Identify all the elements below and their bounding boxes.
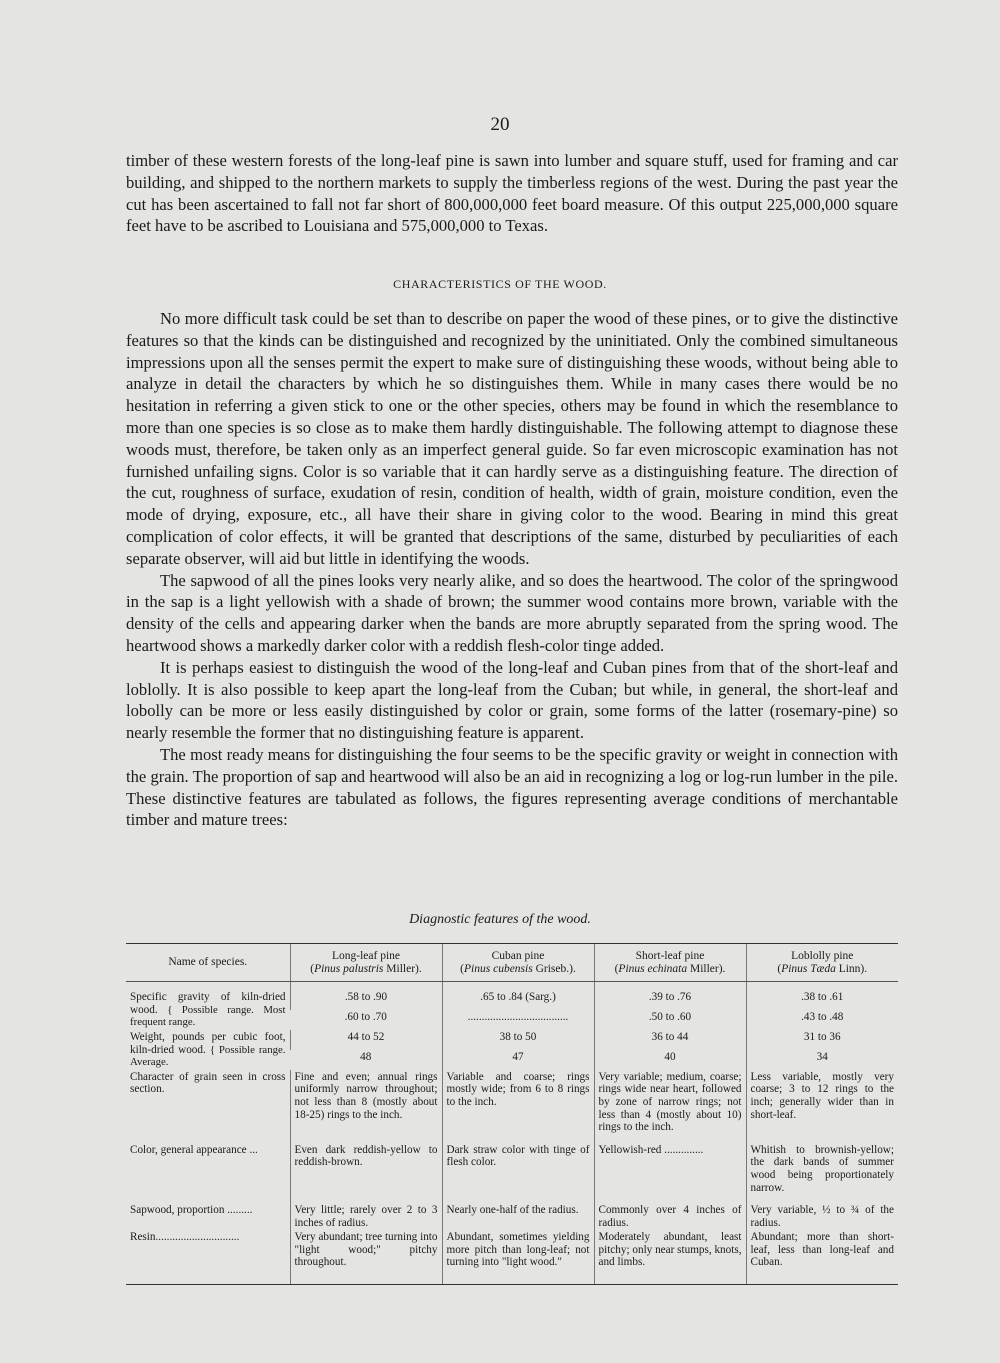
table-cell: Very variable, ½ to ¾ of the radius.	[746, 1203, 898, 1230]
table-cell: Whitish to brownish-yellow; the dark bands of summer wood being proportionately narrow.	[746, 1143, 898, 1195]
paragraph: It is perhaps easiest to distinguish the wood of the long-leaf and Cuban pines from that of the short-leaf and loblolly. It is also possible to keep apart the long-leaf from the Cuban; but while, in general, the short-leaf and lobolly can be more or less easily distinguished by color or grain, some forms of the latter (rosemary-pine) so nearly resemble the former that no distinguishing feature is apparent.	[126, 657, 898, 743]
table-cell: Nearly one-half of the radius.	[442, 1203, 594, 1230]
table-cell: .43 to .48	[746, 1010, 898, 1030]
table-row-grain	[126, 1070, 898, 1135]
row-label-grain: Character of grain seen in cross section.	[130, 1070, 286, 1096]
table-cell: Very abundant; tree turning into "light wood;" pitchy throughout.	[290, 1230, 442, 1270]
intro-paragraph	[126, 150, 898, 237]
table-cell: 38 to 50	[442, 1030, 594, 1050]
section-heading: CHARACTERISTICS OF THE WOOD.	[393, 277, 607, 291]
species-common-name: Short-leaf pine	[635, 950, 705, 962]
species-common-name: Long-leaf pine	[331, 950, 400, 962]
row-label: Weight, pounds per cubic foot, kiln-dried wood.	[130, 1030, 286, 1056]
table-cell: Less variable, mostly very coarse; 3 to 12 rings to the inch; generally wider than in short-leaf.	[746, 1070, 898, 1135]
species-author: Miller).	[689, 962, 726, 975]
table-caption: Diagnostic features of the wood.	[409, 912, 591, 927]
species-latin-name: Pinus echinata	[618, 962, 688, 975]
species-author: Griseb.).	[535, 962, 576, 975]
table-cell: .65 to .84 (Sarg.)	[442, 990, 594, 1010]
table-cell: 48	[360, 1050, 372, 1063]
diagnostic-table	[126, 943, 898, 1285]
table-cell: Commonly over 4 inches of radius.	[594, 1203, 746, 1230]
table-cell: .60 to .70	[344, 1011, 387, 1024]
table-row-gravity-possible	[126, 990, 898, 1010]
table-cell: .50 to .60	[594, 1010, 746, 1030]
species-author: Linn).	[838, 962, 868, 975]
table-cell: .38 to .61	[746, 990, 898, 1010]
sub-label: { Possible range. Average.	[130, 1043, 286, 1069]
table-cell: Even dark reddish-yellow to reddish-brown.	[290, 1143, 442, 1195]
row-label: Specific gravity of kiln-dried wood.	[130, 991, 286, 1016]
row-label-specific-gravity	[126, 990, 290, 1030]
species-author: Miller).	[386, 962, 422, 975]
header-species: Loblolly pine (Pinus Tæda Linn).	[746, 944, 898, 982]
table-cell: 36 to 44	[594, 1030, 746, 1050]
table-cell: Very variable; medium, coarse; rings wide near heart, followed by zone of narrow rings; not less than 4 (mostly about 10) rings to the inch.	[594, 1070, 746, 1135]
main-paragraphs	[126, 308, 898, 831]
sub-label: { Possible range. Most frequent range.	[130, 1003, 286, 1029]
paragraph: The most ready means for distinguishing the four seems to be the specific gravity or weight in connection with the grain. The proportion of sap and heartwood will also be an aid in recognizing a log or log-run lumber in the pile. These distinctive features are tabulated as follows, the figures representing average conditions of merchantable timber and mature trees:	[126, 744, 898, 830]
table-cell: Yellowish-red ..............	[594, 1143, 746, 1195]
row-label-weight	[126, 1030, 290, 1070]
page-number: 20	[490, 114, 510, 135]
table-cell: 44 to 52	[290, 1030, 442, 1050]
table-cell: .39 to .76	[594, 990, 746, 1010]
paragraph: No more difficult task could be set than to describe on paper the wood of these pines, or to give the distinctive features so that the kinds can be distinguished and recognized by the uninitiated. Only the combined simultaneous impressions upon all the senses permit the expert to make sure of distinguishing these woods, without being able to analyze in detail the characters by which he so distinguishes them. While in many cases there would be no hesitation in referring a given stick to one or the other species, others may be found in which the resemblance to more than one species is so close as to make them hardly distinguishable. The following attempt to diagnose these woods must, therefore, be taken only as an imperfect general guide. So far even microscopic examination has not furnished unfailing signs. Color is so variable that it can hardly serve as a distinguishing feature. The direction of the cut, roughness of surface, exudation of resin, condition of health, width of grain, moisture condition, even the mode of drying, exposure, etc., all have their share in giving color to the wood. Bearing in mind this great complication of color effects, it will be granted that descriptions of the same, disturbed by peculiarities of each separate observer, will aid but little in identifying the woods.	[126, 309, 898, 568]
row-label-color: Color, general appearance ...	[130, 1143, 258, 1156]
header-species: Cuban pine (Pinus cubensis Griseb.).	[442, 944, 594, 982]
species-common-name: Loblolly pine	[791, 950, 854, 962]
table-row-weight-possible	[126, 1030, 898, 1050]
table-cell: 31 to 36	[746, 1030, 898, 1050]
header-name-of-species: Name of species.	[126, 944, 290, 982]
species-common-name: Cuban pine	[491, 950, 545, 962]
species-latin-name: Pinus palustris	[314, 962, 384, 975]
table-cell: Abundant, sometimes yielding more pitch than long-leaf; not turning into "light wood."	[442, 1230, 594, 1270]
paragraph: timber of these western forests of the long-leaf pine is sawn into lumber and square stuff, used for framing and car building, and shipped to the northern markets to supply the timberless regions of the west. During the past year the cut has been ascertained to fall not far short of 800,000,000 feet board measure. Of this output 225,000,000 square feet have to be ascribed to Louisiana and 575,000,000 to Texas.	[126, 151, 898, 236]
table-cell: Variable and coarse; rings mostly wide; from 6 to 8 rings to the inch.	[442, 1070, 594, 1135]
table-cell: Abundant; more than short-leaf, less than long-leaf and Cuban.	[746, 1230, 898, 1270]
header-species: Short-leaf pine (Pinus echinata Miller).	[594, 944, 746, 982]
row-label-sapwood: Sapwood, proportion .........	[130, 1204, 253, 1217]
table-cell: ....................................	[442, 1010, 594, 1030]
table-header-row	[126, 944, 898, 982]
row-label-resin: Resin..............................	[130, 1231, 240, 1244]
table-cell: 47	[442, 1050, 594, 1070]
table-cell: Fine and even; annual rings uniformly narrow throughout; not less than 8 (mostly about 18-25) rings to the inch.	[290, 1070, 442, 1135]
species-latin-name: Pinus Tæda	[781, 962, 836, 975]
species-latin-name: Pinus cubensis	[464, 962, 533, 975]
features-table	[126, 944, 898, 1284]
table-cell: 34	[746, 1050, 898, 1070]
table-cell: .58 to .90	[290, 990, 442, 1010]
table-row-color	[126, 1143, 898, 1195]
table-row-resin	[126, 1230, 898, 1270]
table-cell: Dark straw color with tinge of flesh color.	[442, 1143, 594, 1195]
table-cell: 40	[594, 1050, 746, 1070]
paragraph: The sapwood of all the pines looks very nearly alike, and so does the heartwood. The color of the springwood in the sap is a light yellowish with a shade of brown; the summer wood contains more brown, variable with the density of the cells and appearing darker when the bands are more abruptly separated from the spring wood. The heartwood shows a markedly darker color with a reddish flesh-color tinge added.	[126, 570, 898, 655]
table-row-sapwood	[126, 1203, 898, 1230]
table-cell: Moderately abundant, least pitchy; only near stumps, knots, and limbs.	[594, 1230, 746, 1270]
header-species: Long-leaf pine (Pinus palustris Miller).	[290, 944, 442, 982]
table-cell: Very little; rarely over 2 to 3 inches of radius.	[290, 1203, 442, 1230]
